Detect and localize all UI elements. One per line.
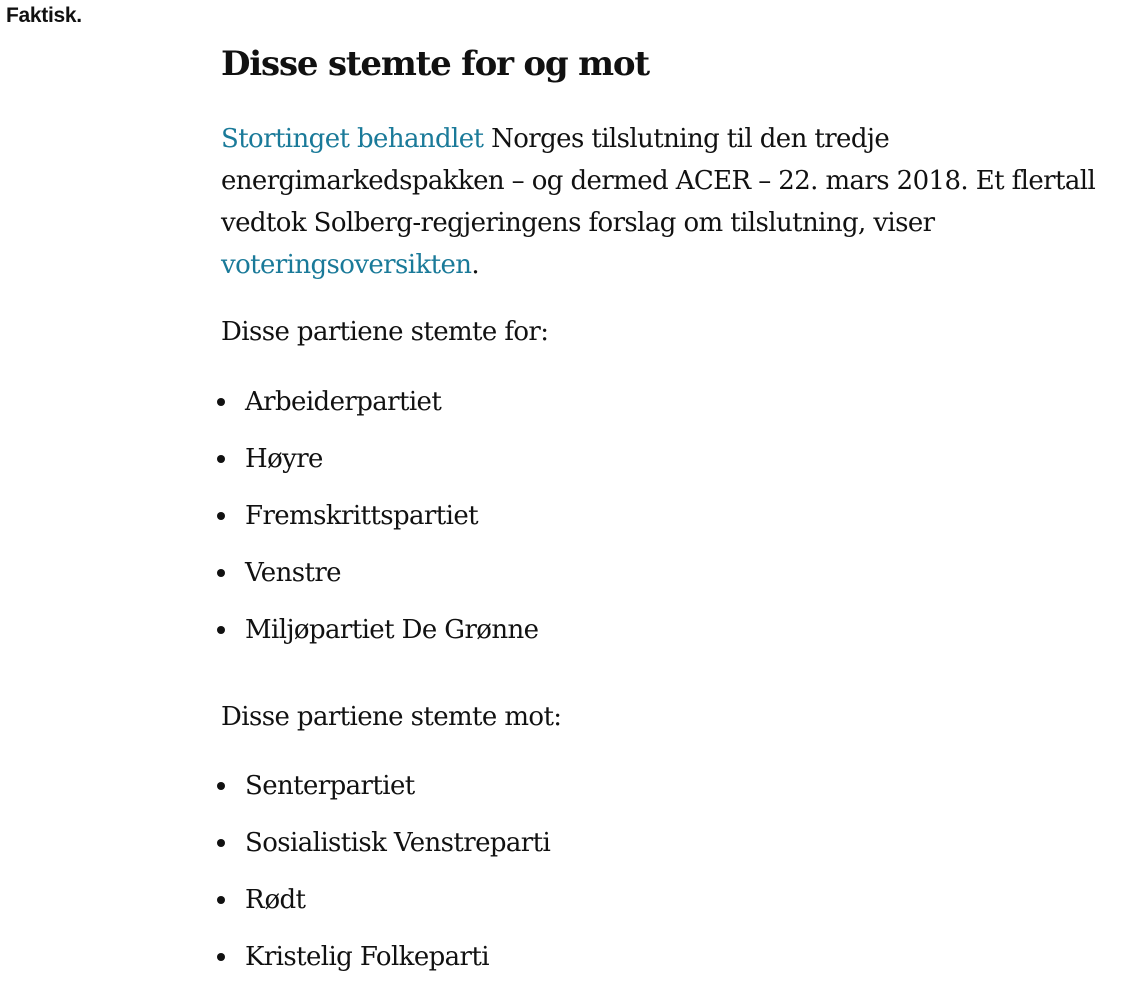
for-party-list bbox=[221, 380, 538, 665]
stortinget-link[interactable]: Stortinget behandlet bbox=[221, 124, 484, 154]
list-item bbox=[221, 821, 550, 878]
list-item bbox=[221, 551, 538, 608]
list-item bbox=[221, 494, 538, 551]
list-item bbox=[221, 437, 538, 494]
list-item bbox=[221, 935, 550, 992]
bullet-icon bbox=[217, 896, 225, 904]
bullet-icon bbox=[217, 839, 225, 847]
party-name: Fremskrittspartiet bbox=[245, 501, 478, 531]
party-name: Sosialistisk Venstreparti bbox=[245, 828, 551, 858]
intro-paragraph bbox=[221, 118, 1121, 286]
list-item bbox=[221, 878, 550, 935]
party-name: Arbeiderpartiet bbox=[245, 387, 442, 417]
bullet-icon bbox=[217, 953, 225, 961]
against-heading: Disse partiene stemte mot: bbox=[221, 702, 562, 732]
party-name: Senterpartiet bbox=[245, 771, 415, 801]
party-name: Høyre bbox=[245, 444, 323, 474]
list-item bbox=[221, 764, 550, 821]
list-item bbox=[221, 608, 538, 665]
bullet-icon bbox=[217, 782, 225, 790]
for-heading: Disse partiene stemte for: bbox=[221, 317, 549, 347]
bullet-icon bbox=[217, 512, 225, 520]
bullet-icon bbox=[217, 626, 225, 634]
list-item bbox=[221, 380, 538, 437]
intro-end: . bbox=[471, 250, 480, 280]
party-name: Miljøpartiet De Grønne bbox=[245, 615, 539, 645]
against-party-list bbox=[221, 764, 550, 992]
bullet-icon bbox=[217, 569, 225, 577]
bullet-icon bbox=[217, 398, 225, 406]
intro-text: Norges tilslutning til den tredje energimarkedspakken – og dermed ACER – 22. mars 2018. Et flertall vedtok Solberg-regjeringens forslag om tilslutning, viser bbox=[221, 124, 1096, 238]
party-name: Kristelig Folkeparti bbox=[245, 942, 489, 972]
voteringsoversikten-link[interactable]: voteringsoversikten bbox=[221, 250, 472, 280]
site-logo[interactable]: Faktisk. bbox=[6, 4, 82, 27]
article-heading: Disse stemte for og mot bbox=[221, 44, 649, 84]
bullet-icon bbox=[217, 455, 225, 463]
party-name: Rødt bbox=[245, 885, 306, 915]
party-name: Venstre bbox=[245, 558, 341, 588]
